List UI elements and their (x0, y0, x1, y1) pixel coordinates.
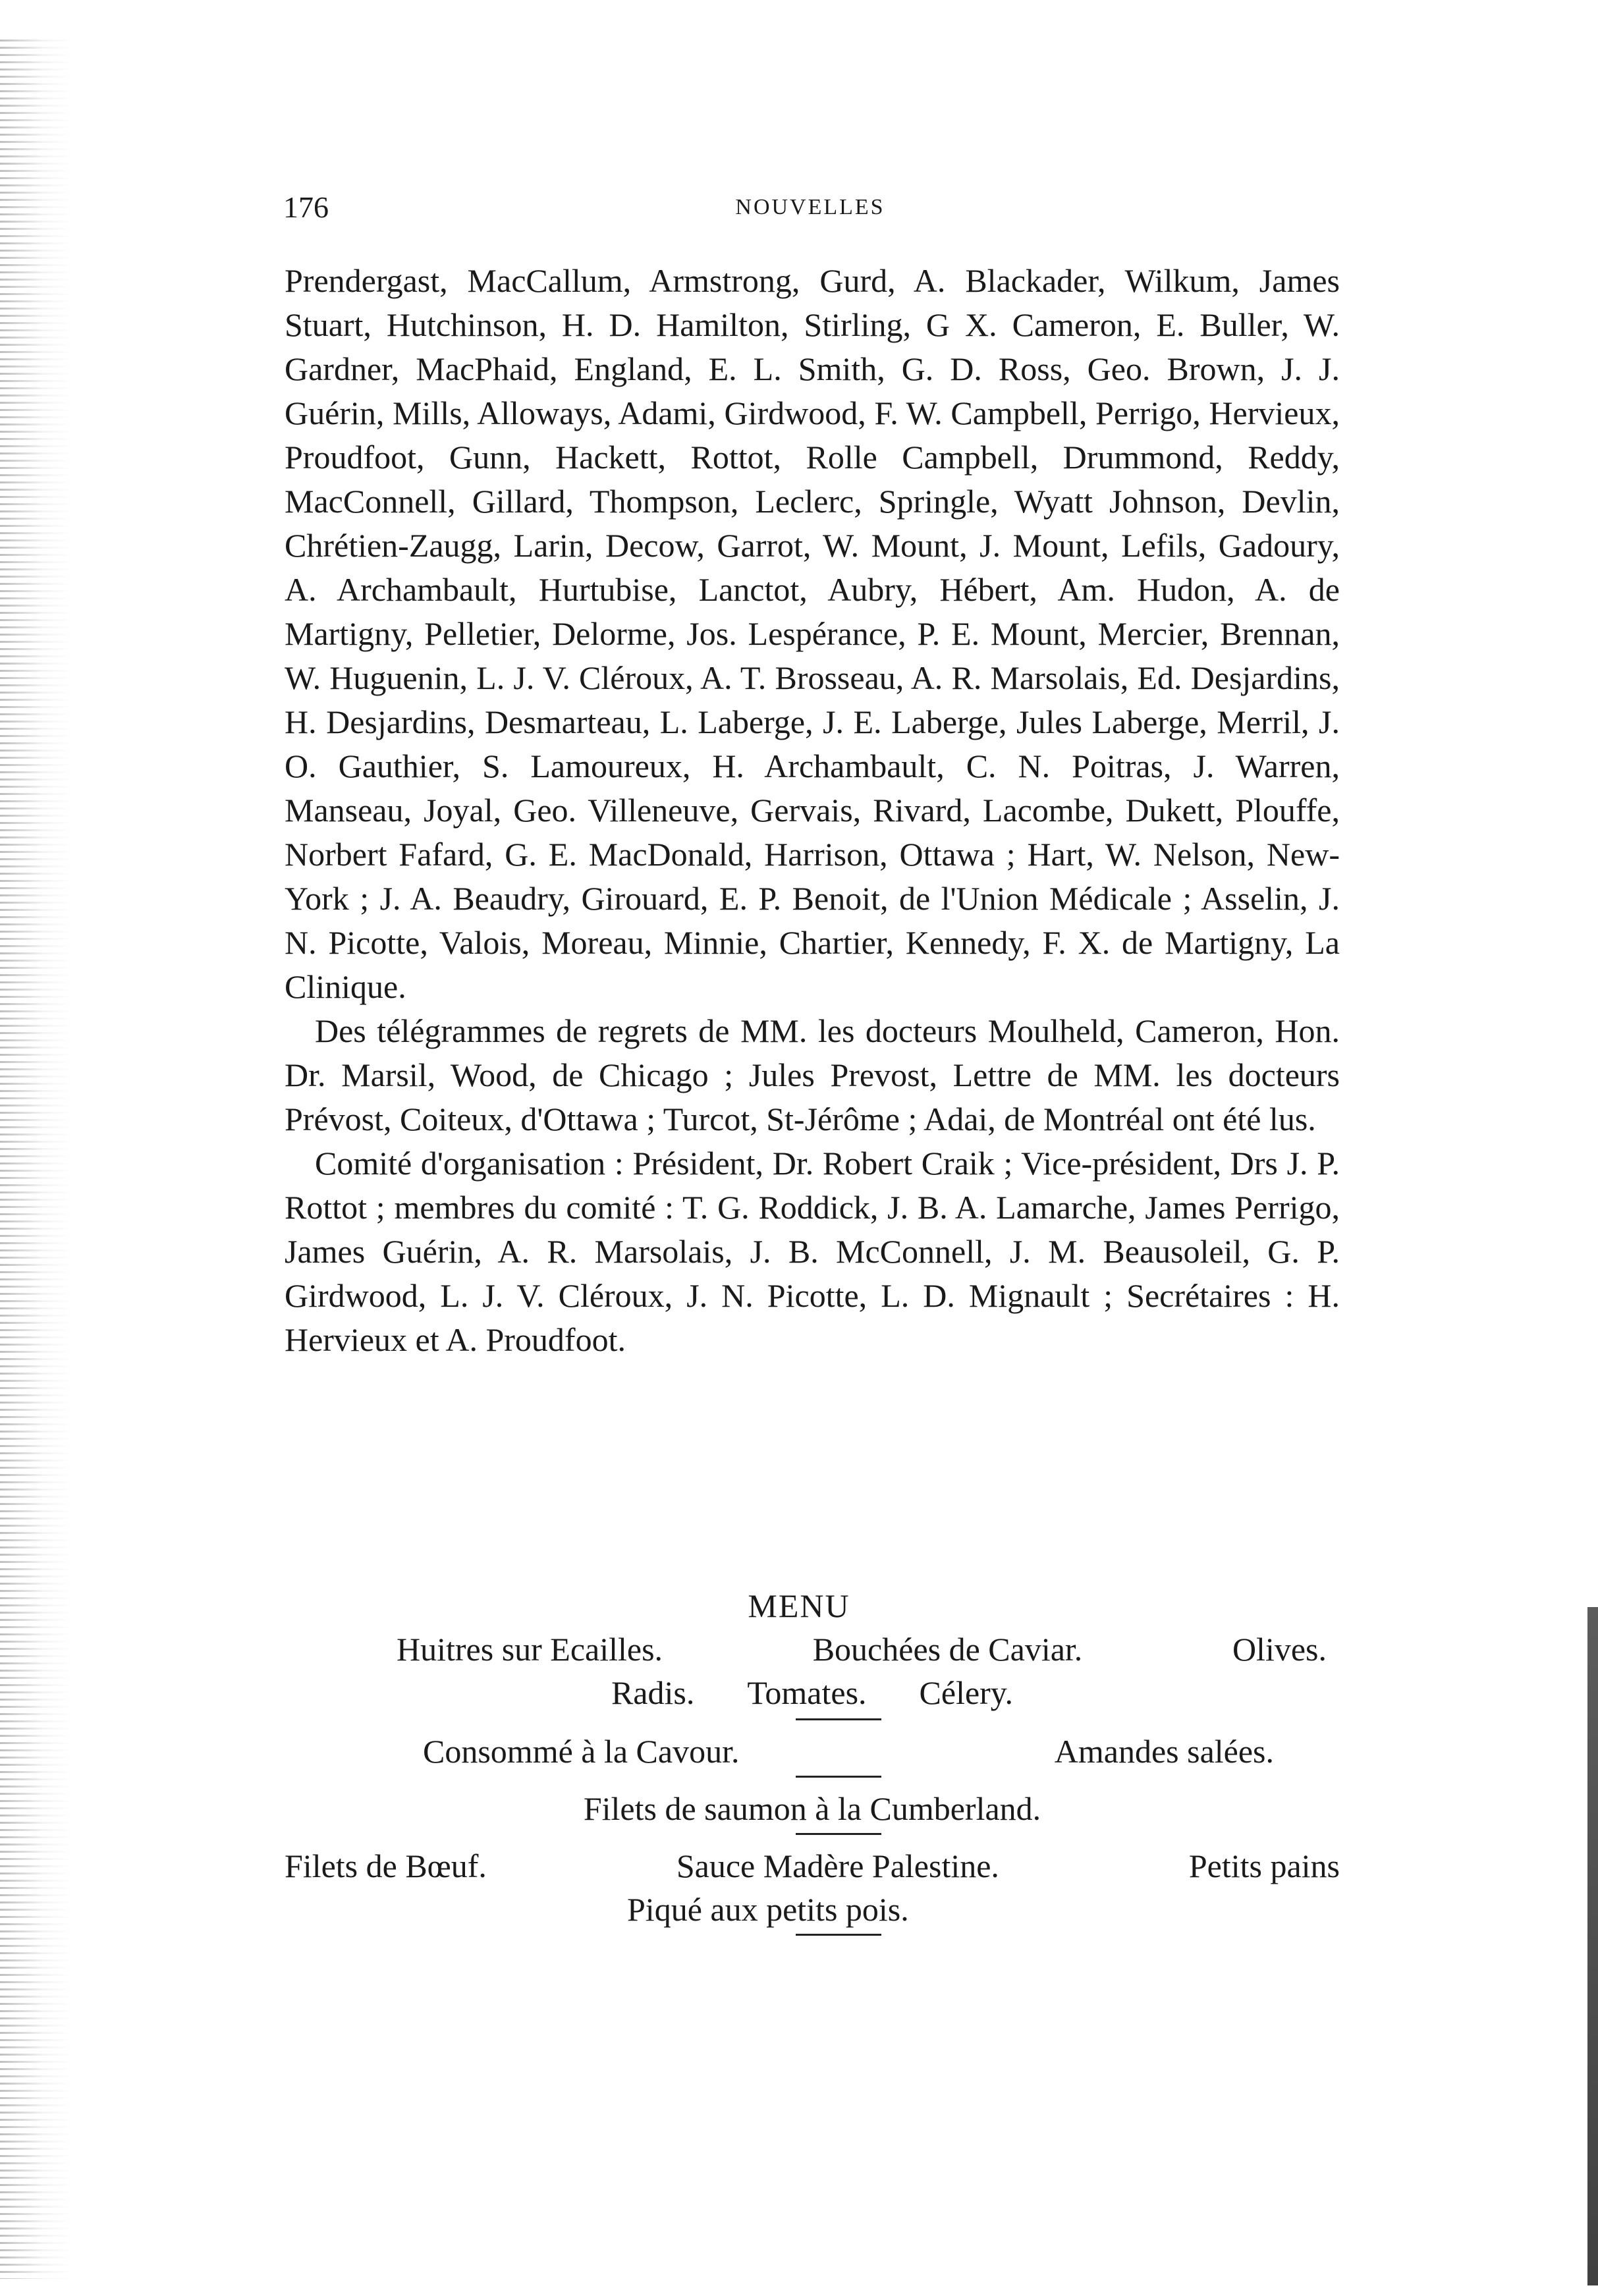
telegrams-paragraph: Des télégrammes de regrets de MM. les docteurs Moulheld, Cameron, Hon. Dr. Marsil, Wood, de Chicago ; Jules Prevost, Lettre de MM. les docteurs Prévost, Coiteux, d'Ottawa ; Turcot, St-Jérôme ; Adai, de Montréal ont été lus. (285, 1012, 1340, 1137)
course-divider (796, 1934, 881, 1936)
menu-title: MENU (748, 1587, 850, 1624)
menu-row-2 (285, 1671, 1340, 1714)
attendees-paragraph: Prendergast, MacCallum, Armstrong, Gurd, A. Blackader, Wilkum, James Stuart, Hutchinson, H. D. Hamilton, Stirling, G X. Cameron, E. Buller, W. Gardner, MacPhaid, England, E. L. Smith, G. D. Ross, Geo. Brown, J. J. Guérin, Mills, Alloways, Adami, Girdwood, F. W. Campbell, Perrigo, Hervieux, Proudfoot, Gunn, Hackett, Rottot, Rolle Campbell, Drummond, Reddy, MacConnell, Gillard, Thompson, Leclerc, Springle, Wyatt Johnson, Devlin, Chrétien-Zaugg, Larin, Decow, Garrot, W. Mount, J. Mount, Lefils, Gadoury, A. Archambault, Hurtubise, Lanctot, Aubry, Hébert, Am. Hudon, A. de Martigny, Pelletier, Delorme, Jos. Lespérance, P. E. Mount, Mercier, Brennan, W. Huguenin, L. J. V. Cléroux, A. T. Brosseau, A. R. Marsolais, Ed. Desjardins, H. Desjardins, Desmarteau, L. Laberge, J. E. Laberge, Jules Laberge, Merril, J. O. Gauthier, S. Lamoureux, H. Archambault, C. N. Poitras, J. Warren, Manseau, Joyal, Geo. Villeneuve, Gervais, Rivard, Lacombe, Dukett, Plouffe, Norbert Fafard, G. E. MacDonald, Harrison, Ottawa ; Hart, W. Nelson, New-York ; J. A. Beaudry, Girouard, E. P. Benoit, de l'Union Médicale ; Asselin, J. N. Picotte, Valois, Moreau, Minnie, Chartier, Kennedy, F. X. de Martigny, La Clinique. (285, 262, 1340, 1005)
menu-item: Radis. (611, 1674, 695, 1711)
menu-row-5 (285, 1844, 1340, 1888)
menu-item: Filets de Bœuf. (285, 1847, 487, 1884)
menu-row-4: Filets de saumon à la Cumberland. (583, 1790, 1041, 1827)
menu-item: Amandes salées. (1054, 1733, 1274, 1770)
menu-item: Huitres sur Ecailles. (397, 1631, 663, 1668)
menu-item: Olives. (1232, 1631, 1327, 1668)
body-text (285, 259, 1340, 1362)
course-divider (796, 1833, 881, 1835)
menu-item: Célery. (919, 1674, 1014, 1711)
page-number: 176 (283, 190, 329, 224)
menu-item: Consommé à la Cavour. (423, 1733, 740, 1770)
menu-section (285, 1584, 1340, 1945)
scan-binding-shadow-left (0, 40, 72, 2279)
menu-row-6: Piqué aux petits pois. (627, 1891, 909, 1928)
menu-item: Petits pains (1188, 1847, 1340, 1884)
menu-item: Sauce Madère Palestine. (676, 1847, 999, 1884)
committee-paragraph: Comité d'organisation : Président, Dr. Robert Craik ; Vice-président, Drs J. P. Rottot ; membres du comité : T. G. Roddick, J. B. A. Lamarche, James Perrigo, James Guérin, A. R. Marsolais, J. B. McConnell, J. M. Beausoleil, G. P. Girdwood, L. J. V. Cléroux, J. N. Picotte, L. D. Mignault ; Secrétaires : H. Hervieux et A. Proudfoot. (285, 1145, 1340, 1358)
menu-item: Bouchées de Caviar. (812, 1631, 1083, 1668)
menu-row-1 (285, 1627, 1340, 1671)
course-divider (796, 1776, 881, 1778)
menu-item: Tomates. (747, 1674, 867, 1711)
course-divider (796, 1718, 881, 1720)
running-head: NOUVELLES (735, 195, 885, 219)
page-header (283, 190, 1337, 236)
menu-row-3 (285, 1730, 1340, 1773)
scan-binding-shadow-right (1587, 1607, 1598, 2285)
